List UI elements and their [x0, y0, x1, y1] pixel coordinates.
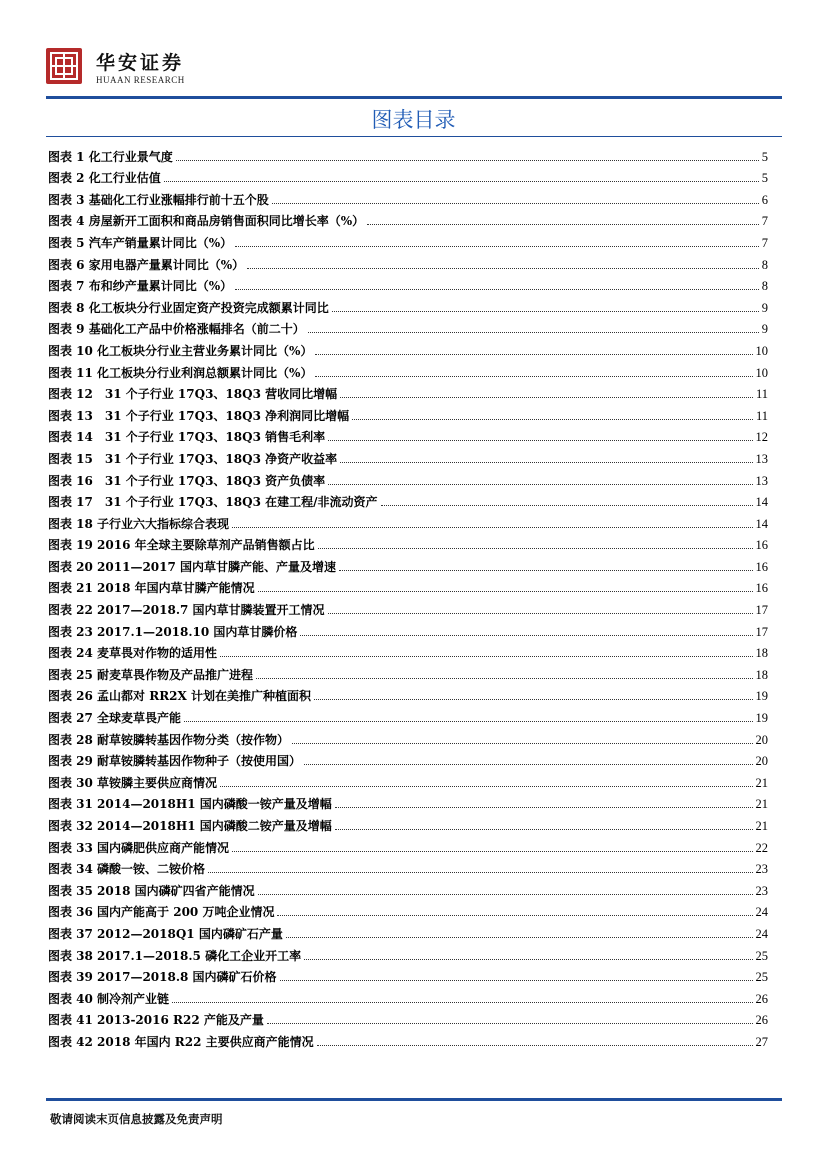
toc-entry[interactable]: [48, 467, 768, 489]
toc-entry-label[interactable]: 图表 17 31 个子行业 17Q3、18Q3 在建工程/非流动资产: [48, 495, 378, 510]
toc-entry-label[interactable]: 图表 32 2014—2018H1 国内磷酸二铵产量及增幅: [48, 819, 332, 833]
toc-entry-page[interactable]: 11: [755, 387, 768, 402]
toc-list: [48, 143, 768, 1050]
toc-entry[interactable]: [48, 1028, 768, 1050]
toc-entry[interactable]: [48, 899, 768, 921]
toc-leader-dots: [317, 1045, 753, 1046]
toc-entry[interactable]: [48, 337, 768, 359]
toc-entry-page[interactable]: 12: [755, 430, 768, 445]
brand-name-cn: 华安证券: [96, 52, 185, 74]
toc-entry[interactable]: [48, 575, 768, 597]
toc-leader-dots: [232, 527, 752, 528]
toc-leader-dots: [256, 678, 752, 679]
toc-leader-dots: [208, 872, 752, 873]
toc-leader-dots: [335, 807, 753, 808]
toc-entry-label[interactable]: 图表 27 全球麦草畏产能: [48, 711, 182, 726]
toc-leader-dots: [286, 937, 753, 938]
toc-entry-label[interactable]: 图表 36 国内产能高于 200 万吨企业情况: [48, 905, 275, 920]
toc-leader-dots: [272, 203, 759, 204]
toc-entry-label[interactable]: 图表 7 布和纱产量累计同比（%）: [48, 279, 233, 294]
toc-entry-page[interactable]: 5: [761, 171, 768, 186]
toc-entry-label[interactable]: 图表 11 化工板块分行业利润总额累计同比（%）: [48, 365, 313, 380]
toc-entry-page[interactable]: 17: [755, 624, 768, 639]
toc-entry[interactable]: [48, 791, 768, 813]
toc-leader-dots: [328, 484, 752, 485]
page-header: [46, 48, 782, 98]
toc-entry-page[interactable]: 25: [755, 970, 768, 985]
toc-entry-label[interactable]: 图表 21 2018 年国内草甘膦产能情况: [48, 581, 255, 596]
toc-entry-page[interactable]: 17: [755, 603, 768, 618]
toc-entry[interactable]: [48, 510, 768, 532]
toc-leader-dots: [328, 613, 753, 614]
toc-entry-label[interactable]: 图表 39 2017—2018.8 国内磷矿石价格: [48, 970, 277, 985]
toc-entry-page[interactable]: 16: [755, 538, 768, 553]
toc-entry-page[interactable]: 22: [755, 840, 768, 855]
toc-entry-label[interactable]: 图表 13 31 个子行业 17Q3、18Q3 净利润同比增幅: [48, 408, 350, 423]
toc-leader-dots: [277, 915, 752, 916]
toc-entry-page[interactable]: 7: [761, 214, 768, 229]
toc-entry[interactable]: [48, 618, 768, 640]
toc-entry[interactable]: [48, 143, 768, 165]
toc-entry[interactable]: [48, 596, 768, 618]
toc-entry[interactable]: [48, 165, 768, 187]
toc-entry-label[interactable]: 图表 22 2017—2018.7 国内草甘膦装置开工情况: [48, 603, 325, 618]
toc-leader-dots: [315, 376, 752, 377]
toc-entry-label[interactable]: 图表 8 化工板块分行业固定资产投资完成额累计同比: [48, 300, 329, 315]
toc-leader-dots: [315, 354, 752, 355]
toc-entry-label[interactable]: 图表 42 2018 年国内 R22 主要供应商产能情况: [48, 1034, 314, 1049]
toc-entry-label[interactable]: 图表 24 麦草畏对作物的适用性: [48, 646, 218, 661]
toc-entry[interactable]: [48, 294, 768, 316]
toc-leader-dots: [220, 656, 752, 657]
toc-entry-page[interactable]: 8: [761, 257, 768, 272]
toc-entry-label[interactable]: 图表 41 2013-2016 R22 产能及产量: [48, 1013, 264, 1028]
toc-leader-dots: [352, 419, 753, 420]
toc-leader-dots: [318, 548, 753, 549]
disclaimer-note: 敬请阅读末页信息披露及免责声明: [50, 1112, 223, 1126]
toc-entry-label[interactable]: 图表 3 基础化工行业涨幅排行前十五个股: [48, 192, 269, 207]
toc-leader-dots: [332, 311, 759, 312]
toc-entry-label[interactable]: 图表 30 草铵膦主要供应商情况: [48, 775, 218, 790]
toc-entry[interactable]: [48, 445, 768, 467]
toc-entry-page[interactable]: 19: [755, 689, 768, 704]
toc-entry-page[interactable]: 20: [755, 732, 768, 747]
toc-leader-dots: [258, 591, 753, 592]
toc-entry[interactable]: [48, 402, 768, 424]
toc-leader-dots: [367, 224, 759, 225]
toc-leader-dots: [232, 851, 752, 852]
toc-leader-dots: [308, 332, 759, 333]
toc-entry[interactable]: [48, 856, 768, 878]
toc-entry-page[interactable]: 23: [755, 862, 768, 877]
toc-entry[interactable]: [48, 489, 768, 511]
toc-entry-page[interactable]: 25: [755, 948, 768, 963]
toc-entry-label[interactable]: 图表 31 2014—2018H1 国内磷酸一铵产量及增幅: [48, 797, 332, 812]
toc-entry-label[interactable]: 图表 6 家用电器产量累计同比（%）: [48, 257, 245, 272]
page-title: 图表目录: [371, 108, 456, 132]
toc-entry[interactable]: [48, 748, 768, 770]
toc-leader-dots: [164, 181, 759, 182]
brand-name-en: HUAAN RESEARCH: [96, 75, 185, 85]
toc-entry-label[interactable]: 图表 5 汽车产销量累计同比（%）: [48, 235, 233, 250]
toc-entry-label[interactable]: 图表 34 磷酸一铵、二铵价格: [48, 862, 206, 877]
toc-entry-page[interactable]: 9: [761, 322, 768, 337]
toc-entry-label[interactable]: 图表 1 化工行业景气度: [48, 149, 173, 164]
toc-entry[interactable]: [48, 186, 768, 208]
toc-entry-label[interactable]: 图表 26 孟山都对 RR2X 计划在美推广种植面积: [48, 689, 312, 704]
toc-entry-page[interactable]: 8: [761, 279, 768, 294]
toc-entry[interactable]: [48, 704, 768, 726]
toc-entry[interactable]: [48, 229, 768, 251]
toc-leader-dots: [176, 160, 759, 161]
toc-leader-dots: [280, 980, 753, 981]
toc-entry[interactable]: [48, 834, 768, 856]
toc-entry[interactable]: [48, 381, 768, 403]
toc-leader-dots: [304, 764, 752, 765]
toc-entry[interactable]: [48, 273, 768, 295]
toc-entry-page[interactable]: 14: [755, 516, 768, 531]
toc-entry-label[interactable]: 图表 12 31 个子行业 17Q3、18Q3 营收同比增幅: [48, 387, 338, 402]
toc-entry[interactable]: [48, 877, 768, 899]
toc-entry[interactable]: [48, 920, 768, 942]
footer-divider: [46, 1098, 782, 1101]
toc-entry[interactable]: [48, 424, 768, 446]
toc-entry[interactable]: [48, 251, 768, 273]
toc-entry-page[interactable]: 24: [755, 926, 768, 941]
toc-entry-label[interactable]: 图表 9 基础化工产品中价格涨幅排名（前二十）: [48, 322, 305, 337]
toc-entry[interactable]: [48, 532, 768, 554]
toc-leader-dots: [340, 397, 753, 398]
toc-entry-page[interactable]: 23: [755, 883, 768, 898]
toc-entry[interactable]: [48, 661, 768, 683]
toc-entry[interactable]: [48, 316, 768, 338]
toc-entry-page[interactable]: 5: [761, 149, 768, 164]
toc-entry[interactable]: [48, 985, 768, 1007]
toc-entry-label[interactable]: 图表 16 31 个子行业 17Q3、18Q3 资产负债率: [48, 473, 326, 488]
toc-leader-dots: [328, 440, 752, 441]
toc-entry-label[interactable]: 图表 19 2016 年全球主要除草剂产品销售额占比: [48, 538, 315, 553]
toc-entry[interactable]: [48, 640, 768, 662]
toc-entry-label[interactable]: 图表 18 子行业六大指标综合表现: [48, 516, 230, 531]
toc-entry-page[interactable]: 19: [755, 711, 768, 726]
toc-entry-page[interactable]: 27: [755, 1034, 768, 1049]
toc-leader-dots: [292, 743, 752, 744]
toc-leader-dots: [340, 462, 752, 463]
toc-entry-label[interactable]: 图表 4 房屋新开工面积和商品房销售面积同比增长率（%）: [48, 214, 365, 229]
toc-entry-label[interactable]: 图表 20 2011—2017 国内草甘膦产能、产量及增速: [48, 559, 337, 574]
toc-entry-page[interactable]: 10: [755, 343, 768, 358]
toc-entry[interactable]: [48, 812, 768, 834]
toc-entry-page[interactable]: 10: [755, 365, 768, 380]
toc-entry-page[interactable]: 26: [755, 991, 768, 1006]
toc-entry-page[interactable]: 24: [755, 905, 768, 920]
toc-leader-dots: [235, 246, 759, 247]
title-divider: [46, 136, 782, 137]
toc-leader-dots: [258, 894, 753, 895]
toc-entry[interactable]: [48, 683, 768, 705]
toc-entry-page[interactable]: 21: [755, 775, 768, 790]
toc-entry-label[interactable]: 图表 40 制冷剂产业链: [48, 991, 170, 1006]
toc-entry-label[interactable]: 图表 35 2018 国内磷矿四省产能情况: [48, 883, 255, 898]
toc-entry[interactable]: [48, 769, 768, 791]
toc-entry-page[interactable]: 13: [755, 473, 768, 488]
toc-entry[interactable]: [48, 1007, 768, 1029]
toc-leader-dots: [267, 1023, 753, 1024]
toc-entry-page[interactable]: 7: [761, 235, 768, 250]
toc-entry-page[interactable]: 16: [755, 581, 768, 596]
toc-leader-dots: [335, 829, 753, 830]
toc-entry-page[interactable]: 26: [755, 1013, 768, 1028]
toc-leader-dots: [381, 505, 753, 506]
header-divider: [46, 96, 782, 99]
toc-entry-label[interactable]: 图表 28 耐草铵膦转基因作物分类（按作物）: [48, 732, 290, 747]
toc-entry-label[interactable]: 图表 25 耐麦草畏作物及产品推广进程: [48, 667, 254, 682]
toc-entry-page[interactable]: 21: [755, 797, 768, 812]
toc-entry-label[interactable]: 图表 14 31 个子行业 17Q3、18Q3 销售毛利率: [48, 430, 326, 445]
toc-entry-page[interactable]: 18: [755, 646, 768, 661]
toc-entry-page[interactable]: 20: [755, 754, 768, 769]
toc-leader-dots: [300, 635, 752, 636]
toc-leader-dots: [304, 959, 752, 960]
toc-entry-label[interactable]: 图表 38 2017.1—2018.5 磷化工企业开工率: [48, 948, 302, 963]
toc-entry-page[interactable]: 14: [755, 495, 768, 510]
toc-entry-label[interactable]: 图表 33 国内磷肥供应商产能情况: [48, 840, 230, 855]
toc-entry-page[interactable]: 9: [761, 300, 768, 315]
toc-leader-dots: [184, 721, 752, 722]
toc-entry[interactable]: [48, 359, 768, 381]
toc-entry[interactable]: [48, 726, 768, 748]
toc-entry-label[interactable]: 图表 15 31 个子行业 17Q3、18Q3 净资产收益率: [48, 451, 338, 466]
toc-entry[interactable]: [48, 964, 768, 986]
toc-leader-dots: [172, 1002, 752, 1003]
toc-entry-label[interactable]: 图表 29 耐草铵膦转基因作物种子（按使用国）: [48, 754, 302, 769]
toc-leader-dots: [235, 289, 759, 290]
toc-entry-page[interactable]: 18: [755, 667, 768, 682]
toc-leader-dots: [247, 268, 759, 269]
toc-leader-dots: [314, 699, 752, 700]
toc-leader-dots: [339, 570, 752, 571]
toc-entry-page[interactable]: 16: [755, 559, 768, 574]
toc-entry[interactable]: [48, 208, 768, 230]
toc-entry-page[interactable]: 11: [755, 408, 768, 423]
toc-entry-page[interactable]: 13: [755, 451, 768, 466]
huaan-logo-icon: [46, 48, 82, 84]
toc-entry[interactable]: [48, 553, 768, 575]
toc-leader-dots: [220, 786, 752, 787]
toc-entry[interactable]: [48, 942, 768, 964]
toc-entry-label[interactable]: 图表 10 化工板块分行业主营业务累计同比（%）: [48, 343, 313, 358]
toc-entry-page[interactable]: 6: [761, 192, 768, 207]
toc-entry-label[interactable]: 图表 23 2017.1—2018.10 国内草甘膦价格: [48, 624, 298, 639]
toc-entry-label[interactable]: 图表 37 2012—2018Q1 国内磷矿石产量: [48, 926, 283, 941]
toc-entry-page[interactable]: 21: [755, 819, 768, 833]
toc-entry-label[interactable]: 图表 2 化工行业估值: [48, 171, 161, 186]
